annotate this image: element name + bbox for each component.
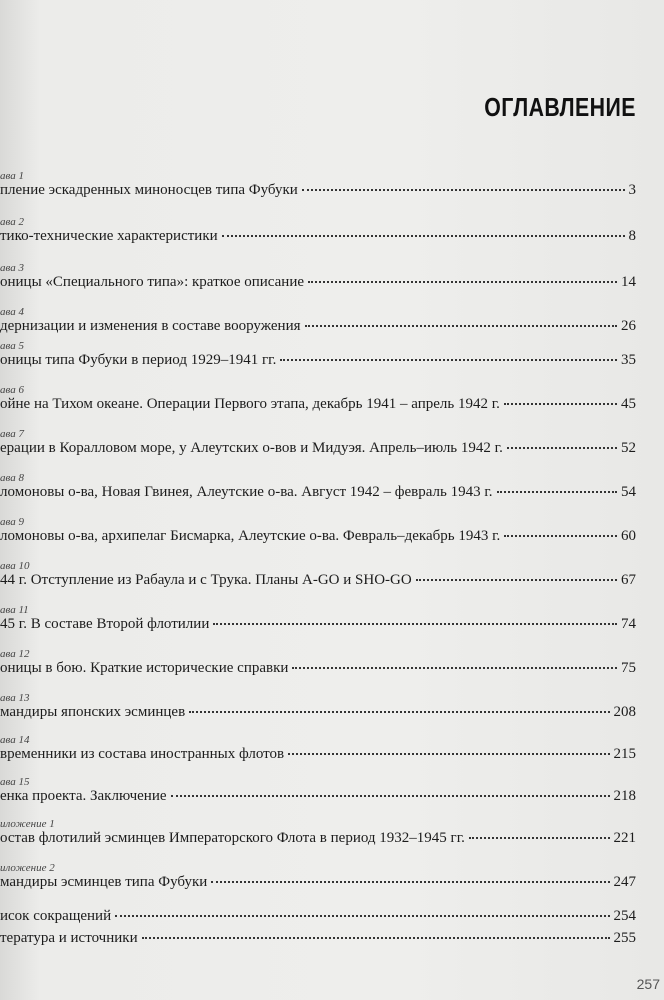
leader-dots <box>211 880 609 883</box>
entry-title: остав флотилий эсминцев Императорского Флота в период 1932–1945 гг. <box>0 830 465 846</box>
entry-title: тература и источники <box>0 930 138 946</box>
page-number: 8 <box>628 228 636 244</box>
chapter-label: ава 4 <box>0 306 24 318</box>
chapter-label: ава 6 <box>0 384 24 396</box>
chapter-label: ава 3 <box>0 262 24 274</box>
chapter-label: ава 5 <box>0 340 24 352</box>
entry-title: мандиры эсминцев типа Фубуки <box>0 874 208 890</box>
page-number: 75 <box>621 660 636 676</box>
page-number: 255 <box>613 930 636 946</box>
page-number: 60 <box>621 528 636 544</box>
toc-entry <box>0 818 664 854</box>
leader-dots <box>288 752 609 755</box>
chapter-label: ава 14 <box>0 734 30 746</box>
page-title: ОГЛАВЛЕНИЕ <box>484 92 636 122</box>
toc-entry <box>0 516 664 552</box>
page-number: 3 <box>628 182 636 198</box>
chapter-label: ава 7 <box>0 428 24 440</box>
page-number: 67 <box>621 572 636 588</box>
leader-dots <box>308 280 617 283</box>
entry-title: дернизации и изменения в составе вооружения <box>0 318 301 334</box>
chapter-label: ава 1 <box>0 170 24 182</box>
chapter-label: ава 12 <box>0 648 30 660</box>
entry-title: оницы типа Фубуки в период 1929–1941 гг. <box>0 352 277 368</box>
toc-entry <box>0 384 664 420</box>
page-number: 221 <box>613 830 636 846</box>
chapter-label: иложение 1 <box>0 818 55 830</box>
entry-title: ломоновы о-ва, Новая Гвинея, Алеутские о-ва. Август 1942 – февраль 1943 г. <box>0 484 493 500</box>
leader-dots <box>189 710 609 713</box>
page-number: 247 <box>613 874 636 890</box>
leader-dots <box>416 578 617 581</box>
leader-dots <box>302 188 625 191</box>
page-number: 74 <box>621 616 636 632</box>
chapter-label: ава 11 <box>0 604 29 616</box>
toc-entry <box>0 862 664 898</box>
toc-entry <box>0 306 664 342</box>
toc-entry <box>0 216 664 252</box>
entry-title: ломоновы о-ва, архипелаг Бисмарка, Алеутские о-ва. Февраль–декабрь 1943 г. <box>0 528 501 544</box>
page-number: 52 <box>621 440 636 456</box>
toc-entry <box>0 472 664 508</box>
entry-title: ойне на Тихом океане. Операции Первого этапа, декабрь 1941 – апрель 1942 г. <box>0 396 500 412</box>
chapter-label: ава 8 <box>0 472 24 484</box>
page-number: 218 <box>613 788 636 804</box>
leader-dots <box>280 358 617 361</box>
leader-dots <box>115 914 609 917</box>
leader-dots <box>504 402 617 405</box>
toc-entry <box>0 340 664 376</box>
entry-title: оницы в бою. Краткие исторические справки <box>0 660 289 676</box>
page-number: 215 <box>613 746 636 762</box>
entry-title: ерации в Коралловом море, у Алеутских о-вов и Мидуэя. Апрель–июль 1942 г. <box>0 440 503 456</box>
toc-entry <box>0 776 664 812</box>
page-number: 54 <box>621 484 636 500</box>
leader-dots <box>504 534 617 537</box>
leader-dots <box>171 794 610 797</box>
entry-title: временники из состава иностранных флотов <box>0 746 285 762</box>
chapter-label: ава 2 <box>0 216 24 228</box>
entry-title: енка проекта. Заключение <box>0 788 167 804</box>
chapter-label: ава 9 <box>0 516 24 528</box>
entry-title: мандиры японских эсминцев <box>0 704 186 720</box>
chapter-label: ава 10 <box>0 560 30 572</box>
entry-title: исок сокращений <box>0 908 112 924</box>
page-number: 14 <box>621 274 636 290</box>
entry-title: тико-технические характеристики <box>0 228 218 244</box>
page-number: 26 <box>621 318 636 334</box>
chapter-label: иложение 2 <box>0 862 55 874</box>
toc-entry <box>0 692 664 728</box>
toc-entry <box>0 604 664 640</box>
entry-title: 45 г. В составе Второй флотилии <box>0 616 210 632</box>
leader-dots <box>305 324 618 327</box>
toc-entry <box>0 560 664 596</box>
leader-dots <box>222 234 625 237</box>
toc-entry <box>0 170 664 206</box>
page-number: 254 <box>613 908 636 924</box>
toc-entry <box>0 734 664 770</box>
page-number: 45 <box>621 396 636 412</box>
leader-dots <box>497 490 617 493</box>
leader-dots <box>507 446 617 449</box>
entry-title: 44 г. Отступление из Рабаула и с Трука. Планы A-GO и SHO-GO <box>0 572 412 588</box>
leader-dots <box>213 622 617 625</box>
entry-title: оницы «Специального типа»: краткое описание <box>0 274 305 290</box>
toc-entry <box>0 262 664 298</box>
page-number: 208 <box>613 704 636 720</box>
chapter-label: ава 15 <box>0 776 30 788</box>
leader-dots <box>142 936 610 939</box>
toc-entry <box>0 648 664 684</box>
entry-title: пление эскадренных миноносцев типа Фубуки <box>0 182 298 198</box>
toc-entry <box>0 428 664 464</box>
chapter-label: ава 13 <box>0 692 30 704</box>
toc-entry <box>0 918 664 954</box>
page-folio-number: 257 <box>636 976 660 992</box>
leader-dots <box>292 666 617 669</box>
leader-dots <box>469 836 610 839</box>
page-number: 35 <box>621 352 636 368</box>
